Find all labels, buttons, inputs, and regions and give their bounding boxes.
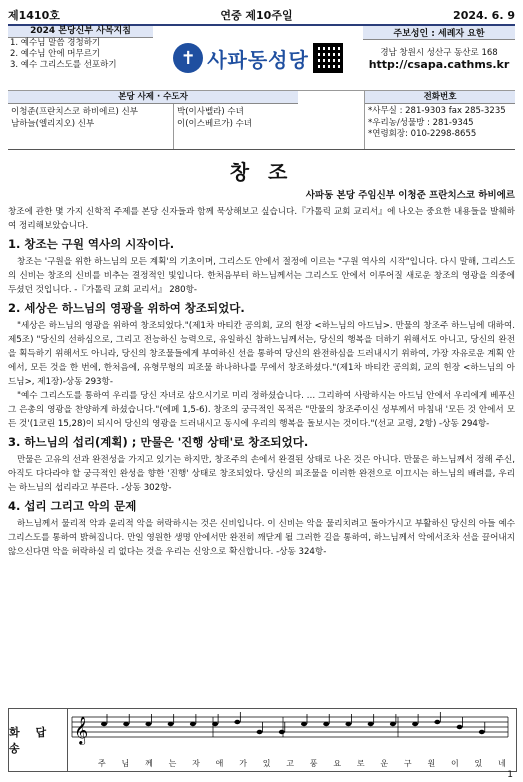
note-head — [101, 722, 107, 726]
section-heading: 1. 창조는 구원 역사의 시작이다. — [8, 237, 175, 251]
phone-title: 전화번호 — [365, 91, 515, 104]
section-paragraph: 만물은 고유의 선과 완전성을 가지고 있기는 하지만, 창조주의 손에서 완결된 상태로 나온 것은 아니다. 만물은 하느님께서 정해 주신, 아직도 다다라야 할 궁극적인 완성을 향한 '진행' 상태로 창조되었다. 당신의 피조물을 이러한 완전으로 이끄시는 하느님의 배려를, 우리는 하느님의 섭리라고 부른다. -상동 302항- — [8, 455, 515, 493]
article-intro: 창조에 관한 몇 가지 신학적 주제를 본당 신자들과 함께 묵상해보고 싶습니다.『가톨릭 교회 교리서』에 나오는 중요한 내용들을 발췌하여 정리해보았습니다. — [8, 207, 515, 231]
section-heading: 2. 세상은 하느님의 영광을 위하여 창조되었다. — [8, 301, 245, 315]
priest-name: 이청준(프란치스코 하비에르) 신부 — [11, 107, 138, 117]
lyric-syllable: 이 — [450, 759, 459, 768]
note-head — [434, 720, 440, 724]
lyric-syllable: 원 — [427, 759, 436, 768]
section-paragraph: "세상은 하느님의 영광을 위하여 창조되었다."(제1차 바티칸 공의회, 교의 헌장 <하느님의 아드님>. 만물의 창조주 하느님에 대하여. 제5조) "당신의 선하심으로, 그리고 전능하신 능력으로, 유일하신 참하느님께서는, 당신의 행복을 더하기 위해서도 아니고, 당신의 완전을 획득하기 위해서도 아니라, 당신의 창조물들에게 부여하신 선을 통하여 당신의 완전하심을 드러내시기 위하여, 가장 자유로운 계획 안에서, 모든 것을 한 번에, 한처음에, 유형무형의 피조물 하나하나를 무에서 창조하셨다."(제1차 바티칸 공의회, 교의 헌장 <하느님의 아드님>, 제1장)-상동 293항- — [8, 321, 515, 387]
issue-number: 제1410호 — [8, 9, 60, 22]
patron-saint: 주보성인 : 세례자 요한 — [363, 26, 515, 40]
qr-code-icon[interactable] — [313, 43, 343, 73]
note-head — [279, 730, 285, 734]
staff-title: 본당 사제 · 수도자 — [8, 91, 298, 104]
church-logo-icon: ✝ — [173, 43, 203, 73]
note-head — [190, 722, 196, 726]
note-head — [257, 730, 263, 734]
section-paragraph: 창조는 '구원을 위한 하느님의 모든 계획'의 기초이며, 그리스도 안에서 절정에 이르는 "구원 역사의 시작"입니다. 다시 말해, 그리스도의 신비는 창조의 신비를 비추는 결정적인 빛입니다. 한처음부터 하느님께서는 그리스도 안에서 이루어질 새로운 창조의 영광을 의중에 두셨던 것입니다. -『가톨릭 교회 교리서』 280항- — [8, 257, 515, 295]
lyric-syllable: 는 — [168, 759, 177, 768]
page-number: 1 — [507, 770, 513, 780]
staff-notation — [68, 709, 515, 753]
note-head — [368, 722, 374, 726]
website-link[interactable]: http://csapa.cathms.kr — [368, 58, 510, 71]
note-head — [123, 722, 129, 726]
phone-funeral: *연령회장: 010-2298-8655 — [368, 129, 477, 139]
section-heading: 3. 하느님의 섭리(계획) ; 만물은 '진행 상태'로 창조되었다. — [8, 435, 309, 449]
parish-name: 사파동성당 — [207, 47, 309, 72]
treble-clef-icon: 𝄞 — [74, 716, 89, 744]
priest-name: 남하늘(엘리지오) 신부 — [11, 119, 95, 129]
top-bar — [8, 6, 515, 26]
lyric-syllable: 구 — [403, 759, 412, 768]
section-heading: 4. 섭리 그리고 악의 문제 — [8, 499, 137, 513]
priests-column — [8, 91, 188, 149]
motto-title: 2024 본당신부 사목지침 — [8, 26, 153, 38]
motto-item: 1. 예수님 말씀 경청하기 — [10, 38, 101, 48]
article-title: 창 조 — [229, 160, 294, 184]
section-paragraph: "예수 그리스도를 통하여 우리를 당신 자녀로 삼으시기로 미리 정하셨습니다. … 그리하여 사랑하시는 아드님 안에서 우리에게 베푸신 그 은총의 영광을 찬양하게 하셨습니다."(에페 1,5-6). 창조의 궁극적인 목적은 "만물의 창조주이신 성부께서 마침내 '모든 것 안에서 모든 것'(1코린 15,28)이 되시어 당신의 영광을 드러내시고 동시에 우리의 행복을 돌보시는 것이다."(선교 교령, 2항) -상동 294항- — [8, 391, 515, 429]
sister-name: 이(이스베르가) 수녀 — [177, 119, 253, 129]
note-head — [323, 722, 329, 726]
note-head — [168, 722, 174, 726]
staff-box — [8, 91, 515, 150]
lyric-syllable: 있 — [262, 759, 271, 768]
psalm-label: 화 답 송 — [9, 709, 68, 771]
article-body — [8, 205, 515, 559]
lyric-syllable: 요 — [333, 759, 342, 768]
lyric-syllable: 가 — [239, 759, 247, 768]
motto-item: 3. 예수 그리스도를 선포하기 — [10, 60, 117, 70]
motto-item: 2. 예수님 안에 머무르기 — [10, 49, 101, 59]
lyric-syllable: 고 — [286, 759, 294, 768]
note-head — [234, 720, 240, 724]
phone-column — [365, 91, 515, 149]
lyrics-line — [98, 758, 506, 769]
parish-logo — [153, 26, 363, 90]
note-head — [390, 722, 396, 726]
issue-date: 2024. 6. 9 — [453, 8, 515, 22]
note-head — [212, 722, 218, 726]
bulletin-page — [8, 6, 515, 780]
note-head — [457, 725, 463, 729]
phone-office: *사무실 : 281-9303 fax 285-3235 — [368, 106, 506, 116]
lyric-syllable: 께 — [145, 759, 153, 768]
note-head — [301, 722, 307, 726]
lyric-syllable: 네 — [498, 759, 506, 768]
liturgical-week: 연중 제10주일 — [220, 9, 293, 22]
sisters-column — [174, 91, 365, 149]
note-head — [345, 722, 351, 726]
phone-shop: *우리농/성물방 : 281-9345 — [368, 117, 474, 128]
responsorial-psalm — [8, 708, 517, 772]
note-head — [412, 722, 418, 726]
lyric-syllable: 주 — [98, 759, 106, 768]
lyric-syllable: 로 — [356, 759, 365, 768]
music-score — [68, 709, 516, 771]
lyric-syllable: 운 — [380, 759, 389, 768]
lyric-syllable: 애 — [215, 759, 224, 768]
sister-name: 박(이사벨라) 수녀 — [177, 107, 244, 117]
masthead — [8, 26, 515, 91]
article-byline: 사파동 본당 주임신부 이청준 프란치스코 하비에르 — [305, 190, 515, 201]
address: 경남 창원시 성산구 동산로 168 — [380, 48, 498, 58]
note-head — [145, 722, 151, 726]
pastoral-motto — [8, 26, 153, 90]
lyric-syllable: 님 — [121, 759, 130, 768]
note-head — [479, 730, 485, 734]
lyric-syllable: 자 — [192, 759, 200, 768]
lyric-syllable: 풍 — [309, 759, 318, 768]
lyric-syllable: 있 — [474, 759, 483, 768]
section-paragraph: 하느님께서 물리적 악과 윤리적 악을 허락하시는 것은 신비입니다. 이 신비는 악을 물리치려고 돌아가시고 부활하신 당신의 아들 예수 그리스도를 통하여 밝혀집니다. 만일 영원한 생명 안에서만 완전히 깨닫게 될 그러한 길을 통하여, 하느님께서 악에서조차 선을 끌어내지 않으신다면 악을 허락하실 리 없다는 것을 우리는 신앙으로 확신합니다. -상동 324항- — [8, 519, 515, 557]
patron-info — [363, 26, 515, 90]
